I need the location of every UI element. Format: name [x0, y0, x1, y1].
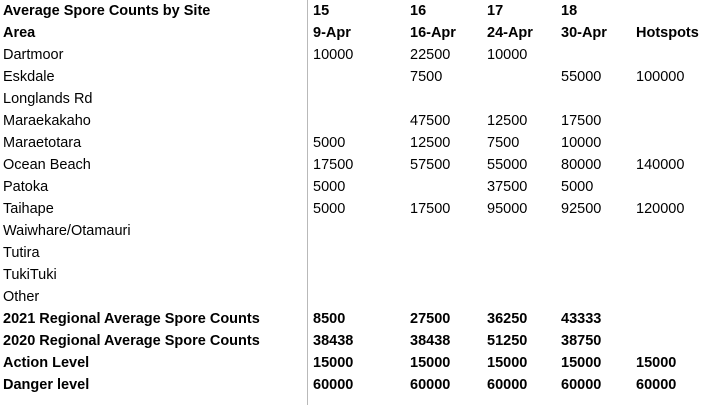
row-label-cell[interactable]: Longlands Rd	[3, 91, 93, 107]
value-cell[interactable]	[484, 88, 559, 110]
value-cell[interactable]: 60000	[313, 377, 354, 393]
value-cell[interactable]: 15000	[636, 355, 677, 371]
value-cell[interactable]: 57500	[410, 157, 451, 173]
table-row	[0, 154, 708, 176]
row-label-cell[interactable]: Maraekakaho	[3, 113, 91, 129]
value-cell[interactable]	[633, 330, 708, 352]
value-cell[interactable]	[633, 88, 708, 110]
row-label-cell[interactable]: Other	[3, 289, 40, 305]
value-cell[interactable]: 92500	[561, 201, 602, 217]
value-cell[interactable]	[559, 242, 633, 264]
value-cell[interactable]	[633, 44, 708, 66]
table-row	[0, 308, 708, 330]
value-cell[interactable]	[406, 88, 484, 110]
value-cell[interactable]: 9-Apr	[313, 25, 351, 41]
value-cell[interactable]	[559, 264, 633, 286]
row-label-cell[interactable]: Action Level	[3, 355, 90, 371]
value-cell[interactable]: 8500	[313, 311, 346, 327]
value-cell[interactable]: 22500	[410, 47, 451, 63]
value-cell[interactable]	[633, 286, 708, 308]
value-cell[interactable]: 10000	[561, 135, 602, 151]
value-cell[interactable]: 15000	[410, 355, 451, 371]
value-cell[interactable]: 17500	[561, 113, 602, 129]
value-cell[interactable]	[406, 264, 484, 286]
value-cell[interactable]: 7500	[487, 135, 520, 151]
value-cell[interactable]	[633, 308, 708, 330]
value-cell[interactable]	[633, 0, 708, 22]
table-row	[0, 110, 708, 132]
value-cell[interactable]: 27500	[410, 311, 451, 327]
value-cell[interactable]	[559, 220, 633, 242]
value-cell[interactable]	[559, 286, 633, 308]
value-cell[interactable]	[309, 286, 406, 308]
value-cell[interactable]	[484, 242, 559, 264]
value-cell[interactable]: 60000	[487, 377, 528, 393]
value-cell[interactable]	[633, 132, 708, 154]
row-label-cell[interactable]: TukiTuki	[3, 267, 57, 283]
value-cell[interactable]: 120000	[636, 201, 685, 217]
value-cell[interactable]	[309, 242, 406, 264]
value-cell[interactable]	[633, 110, 708, 132]
value-cell[interactable]: 10000	[487, 47, 528, 63]
value-cell[interactable]	[406, 242, 484, 264]
value-cell[interactable]: 80000	[561, 157, 602, 173]
table-row	[0, 220, 708, 242]
table-row	[0, 132, 708, 154]
value-cell[interactable]	[309, 264, 406, 286]
value-cell[interactable]	[633, 176, 708, 198]
row-label-cell[interactable]: Area	[3, 25, 36, 41]
table-row	[0, 264, 708, 286]
title-row	[0, 0, 708, 22]
value-cell[interactable]: Hotspots	[636, 25, 699, 41]
header-row	[0, 22, 708, 44]
row-label-cell[interactable]: 2020 Regional Average Spore Counts	[3, 333, 260, 349]
table-row	[0, 286, 708, 308]
value-cell[interactable]	[309, 220, 406, 242]
table-row	[0, 352, 708, 374]
value-cell[interactable]	[484, 220, 559, 242]
value-cell[interactable]: 18	[561, 3, 578, 19]
table-row	[0, 44, 708, 66]
value-cell[interactable]: 15000	[487, 355, 528, 371]
value-cell[interactable]: 15	[313, 3, 330, 19]
value-cell[interactable]: 37500	[487, 179, 528, 195]
row-label-cell[interactable]: Average Spore Counts by Site	[3, 3, 211, 19]
table-row	[0, 330, 708, 352]
value-cell[interactable]: 17500	[313, 157, 354, 173]
value-cell[interactable]: 43333	[561, 311, 602, 327]
value-cell[interactable]: 7500	[410, 69, 443, 85]
value-cell[interactable]	[633, 242, 708, 264]
row-label-cell[interactable]: 2021 Regional Average Spore Counts	[3, 311, 260, 327]
value-cell[interactable]: 55000	[487, 157, 528, 173]
row-label-cell[interactable]: Maraetotara	[3, 135, 82, 151]
value-cell[interactable]: 60000	[410, 377, 451, 393]
table-row	[0, 198, 708, 220]
value-cell[interactable]: 38438	[410, 333, 451, 349]
row-label-cell[interactable]: Tutira	[3, 245, 40, 261]
value-cell[interactable]	[633, 220, 708, 242]
value-cell[interactable]: 47500	[410, 113, 451, 129]
value-cell[interactable]: 38750	[561, 333, 602, 349]
value-cell[interactable]: 5000	[313, 201, 346, 217]
value-cell[interactable]: 38438	[313, 333, 354, 349]
value-cell[interactable]: 12500	[410, 135, 451, 151]
value-cell[interactable]: 15000	[313, 355, 354, 371]
value-cell[interactable]	[309, 66, 406, 88]
value-cell[interactable]: 15000	[561, 355, 602, 371]
value-cell[interactable]: 5000	[313, 179, 346, 195]
value-cell[interactable]: 17500	[410, 201, 451, 217]
value-cell[interactable]	[309, 110, 406, 132]
row-label-cell[interactable]: Ocean Beach	[3, 157, 91, 173]
row-label-cell[interactable]: Waiwhare/Otamauri	[3, 223, 131, 239]
table-row	[0, 176, 708, 198]
value-cell[interactable]: 36250	[487, 311, 528, 327]
value-cell[interactable]: 95000	[487, 201, 528, 217]
value-cell[interactable]: 51250	[487, 333, 528, 349]
table-row	[0, 88, 708, 110]
value-cell[interactable]: 60000	[561, 377, 602, 393]
value-cell[interactable]	[484, 286, 559, 308]
value-cell[interactable]	[309, 88, 406, 110]
value-cell[interactable]: 16	[410, 3, 427, 19]
row-label-cell[interactable]: Patoka	[3, 179, 49, 195]
row-label-cell[interactable]: Taihape	[3, 201, 54, 217]
row-label-cell[interactable]: Eskdale	[3, 69, 55, 85]
value-cell[interactable]: 16-Apr	[410, 25, 456, 41]
value-cell[interactable]: 12500	[487, 113, 528, 129]
value-cell[interactable]	[406, 176, 484, 198]
value-cell[interactable]: 10000	[313, 47, 354, 63]
table-row	[0, 242, 708, 264]
value-cell[interactable]	[559, 88, 633, 110]
value-cell[interactable]	[406, 286, 484, 308]
value-cell[interactable]	[484, 66, 559, 88]
value-cell[interactable]	[484, 264, 559, 286]
value-cell[interactable]: 17	[487, 3, 504, 19]
value-cell[interactable]	[406, 220, 484, 242]
value-cell[interactable]	[633, 264, 708, 286]
value-cell[interactable]: 24-Apr	[487, 25, 533, 41]
value-cell[interactable]: 30-Apr	[561, 25, 607, 41]
value-cell[interactable]	[559, 44, 633, 66]
value-cell[interactable]: 5000	[561, 179, 594, 195]
value-cell[interactable]: 5000	[313, 135, 346, 151]
value-cell[interactable]: 55000	[561, 69, 602, 85]
table-row	[0, 374, 708, 396]
row-label-cell[interactable]: Danger level	[3, 377, 90, 393]
value-cell[interactable]: 60000	[636, 377, 677, 393]
value-cell[interactable]: 140000	[636, 157, 685, 173]
value-cell[interactable]: 100000	[636, 69, 685, 85]
row-label-cell[interactable]: Dartmoor	[3, 47, 64, 63]
table-row	[0, 66, 708, 88]
